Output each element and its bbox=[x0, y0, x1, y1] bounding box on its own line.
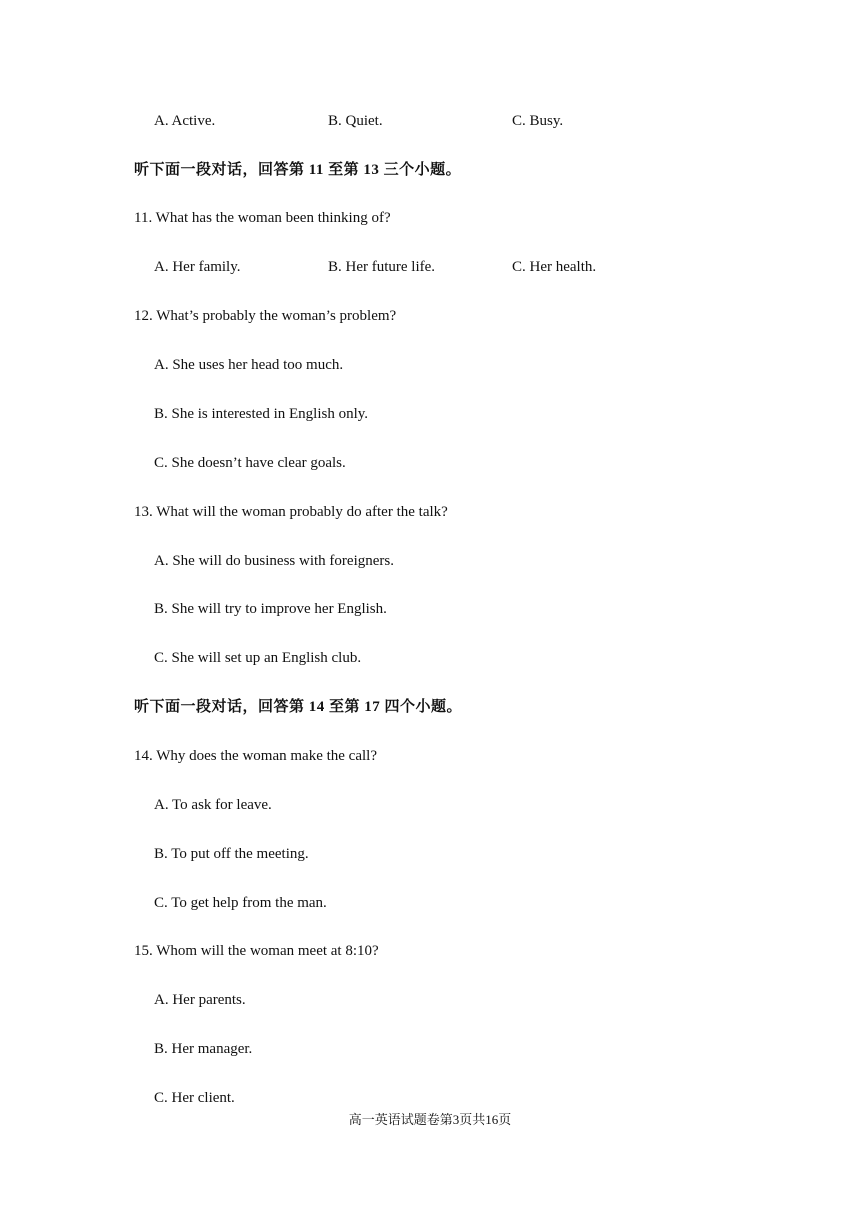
footer-page-number: 3 bbox=[452, 1112, 460, 1127]
q11-option-c: C. Her health. bbox=[512, 259, 597, 275]
footer-total-prefix: 共 bbox=[472, 1112, 486, 1127]
q13-option-c: C. She will set up an English club. bbox=[154, 650, 362, 666]
footer-total-label: 页 bbox=[498, 1112, 512, 1127]
q14-stem: 14. Why does the woman make the call? bbox=[134, 748, 377, 764]
q10-option-c: C. Busy. bbox=[512, 113, 564, 129]
q11-stem: 11. What has the woman been thinking of? bbox=[134, 210, 391, 226]
page-footer bbox=[0, 1111, 860, 1129]
q15-stem: 15. Whom will the woman meet at 8:10? bbox=[134, 943, 379, 959]
q10-option-b: B. Quiet. bbox=[328, 113, 383, 129]
footer-page-label: 页 bbox=[459, 1112, 473, 1127]
section-heading-14-17: 听下面一段对话，回答第 14 至第 17 四个小题。 bbox=[134, 699, 463, 715]
q12-stem: 12. What’s probably the woman’s problem? bbox=[134, 308, 397, 324]
q10-options-row bbox=[0, 111, 860, 131]
q15-option-a: A. Her parents. bbox=[154, 992, 246, 1008]
q10-option-a: A. Active. bbox=[154, 113, 216, 129]
q11-options-row bbox=[0, 257, 860, 277]
q14-option-c: C. To get help from the man. bbox=[154, 895, 327, 911]
q14-option-a: A. To ask for leave. bbox=[154, 797, 272, 813]
section-heading-11-13: 听下面一段对话，回答第 11 至第 13 三个小题。 bbox=[134, 162, 462, 178]
q13-stem: 13. What will the woman probably do after the talk? bbox=[134, 504, 448, 520]
q12-option-b: B. She is interested in English only. bbox=[154, 406, 369, 422]
q15-option-c: C. Her client. bbox=[154, 1090, 235, 1106]
q15-option-b: B. Her manager. bbox=[154, 1041, 253, 1057]
q11-option-b: B. Her future life. bbox=[328, 259, 436, 275]
q13-option-b: B. She will try to improve her English. bbox=[154, 601, 387, 617]
q12-option-c: C. She doesn’t have clear goals. bbox=[154, 455, 346, 471]
footer-title: 高一英语试题卷 bbox=[348, 1112, 440, 1127]
q14-option-b: B. To put off the meeting. bbox=[154, 846, 309, 862]
footer-page-prefix: 第 bbox=[439, 1112, 453, 1127]
q13-option-a: A. She will do business with foreigners. bbox=[154, 553, 394, 569]
footer-total-pages: 16 bbox=[485, 1112, 499, 1127]
q12-option-a: A. She uses her head too much. bbox=[154, 357, 344, 373]
q11-option-a: A. Her family. bbox=[154, 259, 241, 275]
